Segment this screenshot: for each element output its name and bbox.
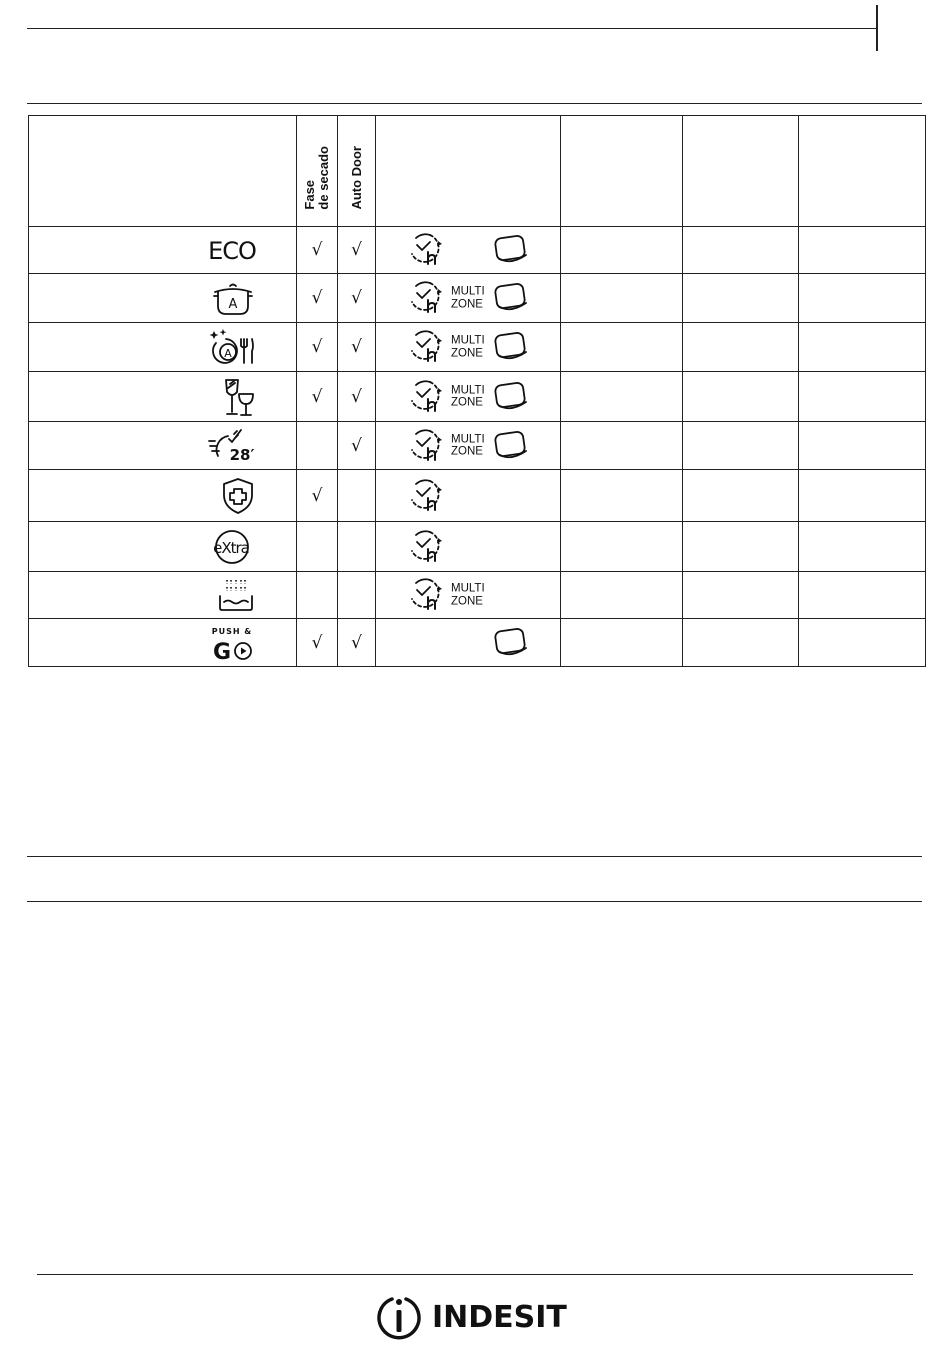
delay-start-icon (406, 230, 446, 266)
table-row (29, 422, 926, 470)
empty-cell (799, 422, 926, 470)
check-mark: √ (351, 337, 362, 357)
multizone-line2: ZONE (451, 595, 483, 607)
multizone-line2: ZONE (451, 298, 483, 310)
empty-cell (683, 572, 799, 619)
header-drying-phase (297, 116, 338, 227)
empty-cell (799, 323, 926, 372)
delay-start-icon (406, 476, 446, 512)
options-cell (376, 572, 561, 619)
indesit-i-icon (376, 1294, 424, 1342)
check-mark: √ (311, 240, 323, 260)
delay-start-icon (406, 426, 446, 462)
empty-cell (799, 619, 926, 667)
programme-cell (29, 422, 297, 470)
header-programme (29, 116, 297, 227)
auto-door-cell (338, 323, 376, 372)
tablet-icon (493, 231, 531, 265)
auto-door-cell (338, 422, 376, 470)
programme-cell (29, 572, 297, 619)
header-col6 (683, 116, 799, 227)
empty-cell (561, 227, 683, 274)
multizone-line2: ZONE (451, 396, 483, 409)
empty-cell (683, 422, 799, 470)
auto-door-cell (338, 372, 376, 422)
top-right-marker (876, 5, 878, 51)
tablet-icon (493, 624, 531, 658)
multizone-label (451, 583, 485, 608)
svg-text:A: A (228, 297, 238, 312)
auto-door-cell (338, 572, 376, 619)
multizone-label (451, 335, 485, 360)
check-mark: √ (351, 288, 362, 308)
drying-phase-cell (297, 619, 338, 667)
table-row (29, 274, 926, 323)
extra-icon (206, 528, 256, 566)
options-cell (376, 372, 561, 422)
check-mark: √ (351, 435, 362, 456)
multizone-label (451, 384, 485, 409)
delay-start-icon (406, 278, 446, 314)
push-and-go-icon (210, 623, 256, 663)
empty-cell (799, 572, 926, 619)
eco-icon (208, 235, 256, 265)
header-auto-door-label: Auto Door (348, 146, 364, 210)
glassware-icon (222, 376, 256, 418)
drying-phase-cell (297, 274, 338, 323)
options-cell (376, 274, 561, 323)
empty-cell (683, 227, 799, 274)
check-mark: √ (351, 386, 362, 407)
empty-cell (799, 372, 926, 422)
programme-cell (29, 522, 297, 572)
auto-intensive-pot-icon (210, 278, 256, 318)
check-mark: √ (311, 288, 323, 308)
section-rule-low (27, 901, 922, 902)
svg-text:eXtra: eXtra (213, 538, 249, 557)
empty-cell (683, 274, 799, 323)
empty-cell (683, 372, 799, 422)
options-cell (376, 227, 561, 274)
empty-cell (683, 470, 799, 522)
empty-cell (799, 227, 926, 274)
options-cell (376, 522, 561, 572)
table-row (29, 572, 926, 619)
table-row (29, 227, 926, 274)
top-rule (27, 28, 877, 29)
empty-cell (561, 372, 683, 422)
auto-door-cell (338, 619, 376, 667)
header-auto-door (338, 116, 376, 227)
programme-table (28, 115, 926, 667)
table-row (29, 372, 926, 422)
empty-cell (683, 323, 799, 372)
programme-cell (29, 372, 297, 422)
table-row (29, 619, 926, 667)
drying-phase-cell (297, 522, 338, 572)
drying-phase-cell (297, 572, 338, 619)
auto-door-cell (338, 522, 376, 572)
empty-cell (799, 470, 926, 522)
hygiene-shield-icon (220, 476, 256, 516)
auto-sparkle-cutlery-icon (208, 327, 256, 367)
drying-phase-cell (297, 323, 338, 372)
programme-cell (29, 274, 297, 323)
svg-text:28′: 28′ (229, 445, 255, 464)
svg-text:A: A (224, 347, 232, 360)
section-rule-top (27, 103, 922, 104)
auto-door-cell (338, 227, 376, 274)
rinse-soak-icon (216, 576, 256, 614)
delay-start-icon (406, 377, 446, 413)
options-cell (376, 323, 561, 372)
tablet-icon (493, 279, 531, 313)
drying-phase-cell (297, 227, 338, 274)
programme-cell (29, 227, 297, 274)
programme-cell (29, 470, 297, 522)
empty-cell (561, 323, 683, 372)
check-mark: √ (311, 386, 323, 407)
drying-phase-cell (297, 372, 338, 422)
multizone-line1: MULTI (451, 285, 485, 298)
empty-cell (799, 274, 926, 323)
empty-cell (683, 619, 799, 667)
header-options (376, 116, 561, 227)
drying-phase-cell (297, 470, 338, 522)
check-mark: √ (311, 485, 323, 506)
delay-start-icon (406, 527, 446, 563)
auto-door-cell (338, 274, 376, 323)
options-cell (376, 470, 561, 522)
empty-cell (561, 572, 683, 619)
section-rule-mid (27, 856, 922, 857)
tablet-icon (493, 328, 531, 362)
tablet-icon (493, 378, 531, 412)
header-col7 (799, 116, 926, 227)
drying-phase-cell (297, 422, 338, 470)
multizone-line2: ZONE (451, 347, 483, 359)
auto-door-cell (338, 470, 376, 522)
brand-name: INDESIT (432, 1300, 567, 1335)
table-header-row (29, 116, 926, 227)
table-row (29, 522, 926, 572)
header-drying-line2: de secado (316, 146, 331, 210)
check-mark: √ (351, 632, 362, 653)
multizone-line1: MULTI (451, 384, 485, 396)
svg-text:G: G (213, 639, 232, 663)
header-drying-line1: Fase (302, 180, 317, 210)
programme-cell (29, 323, 297, 372)
multizone-line2: ZONE (451, 445, 483, 458)
options-cell (376, 422, 561, 470)
header-col5 (561, 116, 683, 227)
check-mark: √ (311, 337, 323, 357)
empty-cell (561, 522, 683, 572)
multizone-line1: MULTI (451, 334, 485, 347)
empty-cell (561, 274, 683, 323)
multizone-label (451, 286, 485, 311)
empty-cell (683, 522, 799, 572)
multizone-line1: MULTI (451, 582, 485, 595)
options-cell (376, 619, 561, 667)
empty-cell (561, 619, 683, 667)
empty-cell (561, 470, 683, 522)
multizone-label (451, 433, 485, 458)
multizone-line1: MULTI (451, 433, 485, 445)
svg-text:ECO: ECO (208, 237, 256, 265)
check-mark: √ (311, 632, 323, 653)
tablet-icon (493, 427, 531, 461)
footer-rule (37, 1274, 913, 1275)
check-mark: √ (351, 240, 362, 260)
delay-start-icon (406, 327, 446, 363)
programme-cell (29, 619, 297, 667)
brand-logo (376, 1294, 567, 1342)
empty-cell (561, 422, 683, 470)
fast-28-icon (208, 428, 256, 464)
delay-start-icon (406, 575, 446, 611)
empty-cell (799, 522, 926, 572)
svg-text:PUSH &: PUSH & (211, 626, 253, 636)
table-row (29, 323, 926, 372)
table-row (29, 470, 926, 522)
